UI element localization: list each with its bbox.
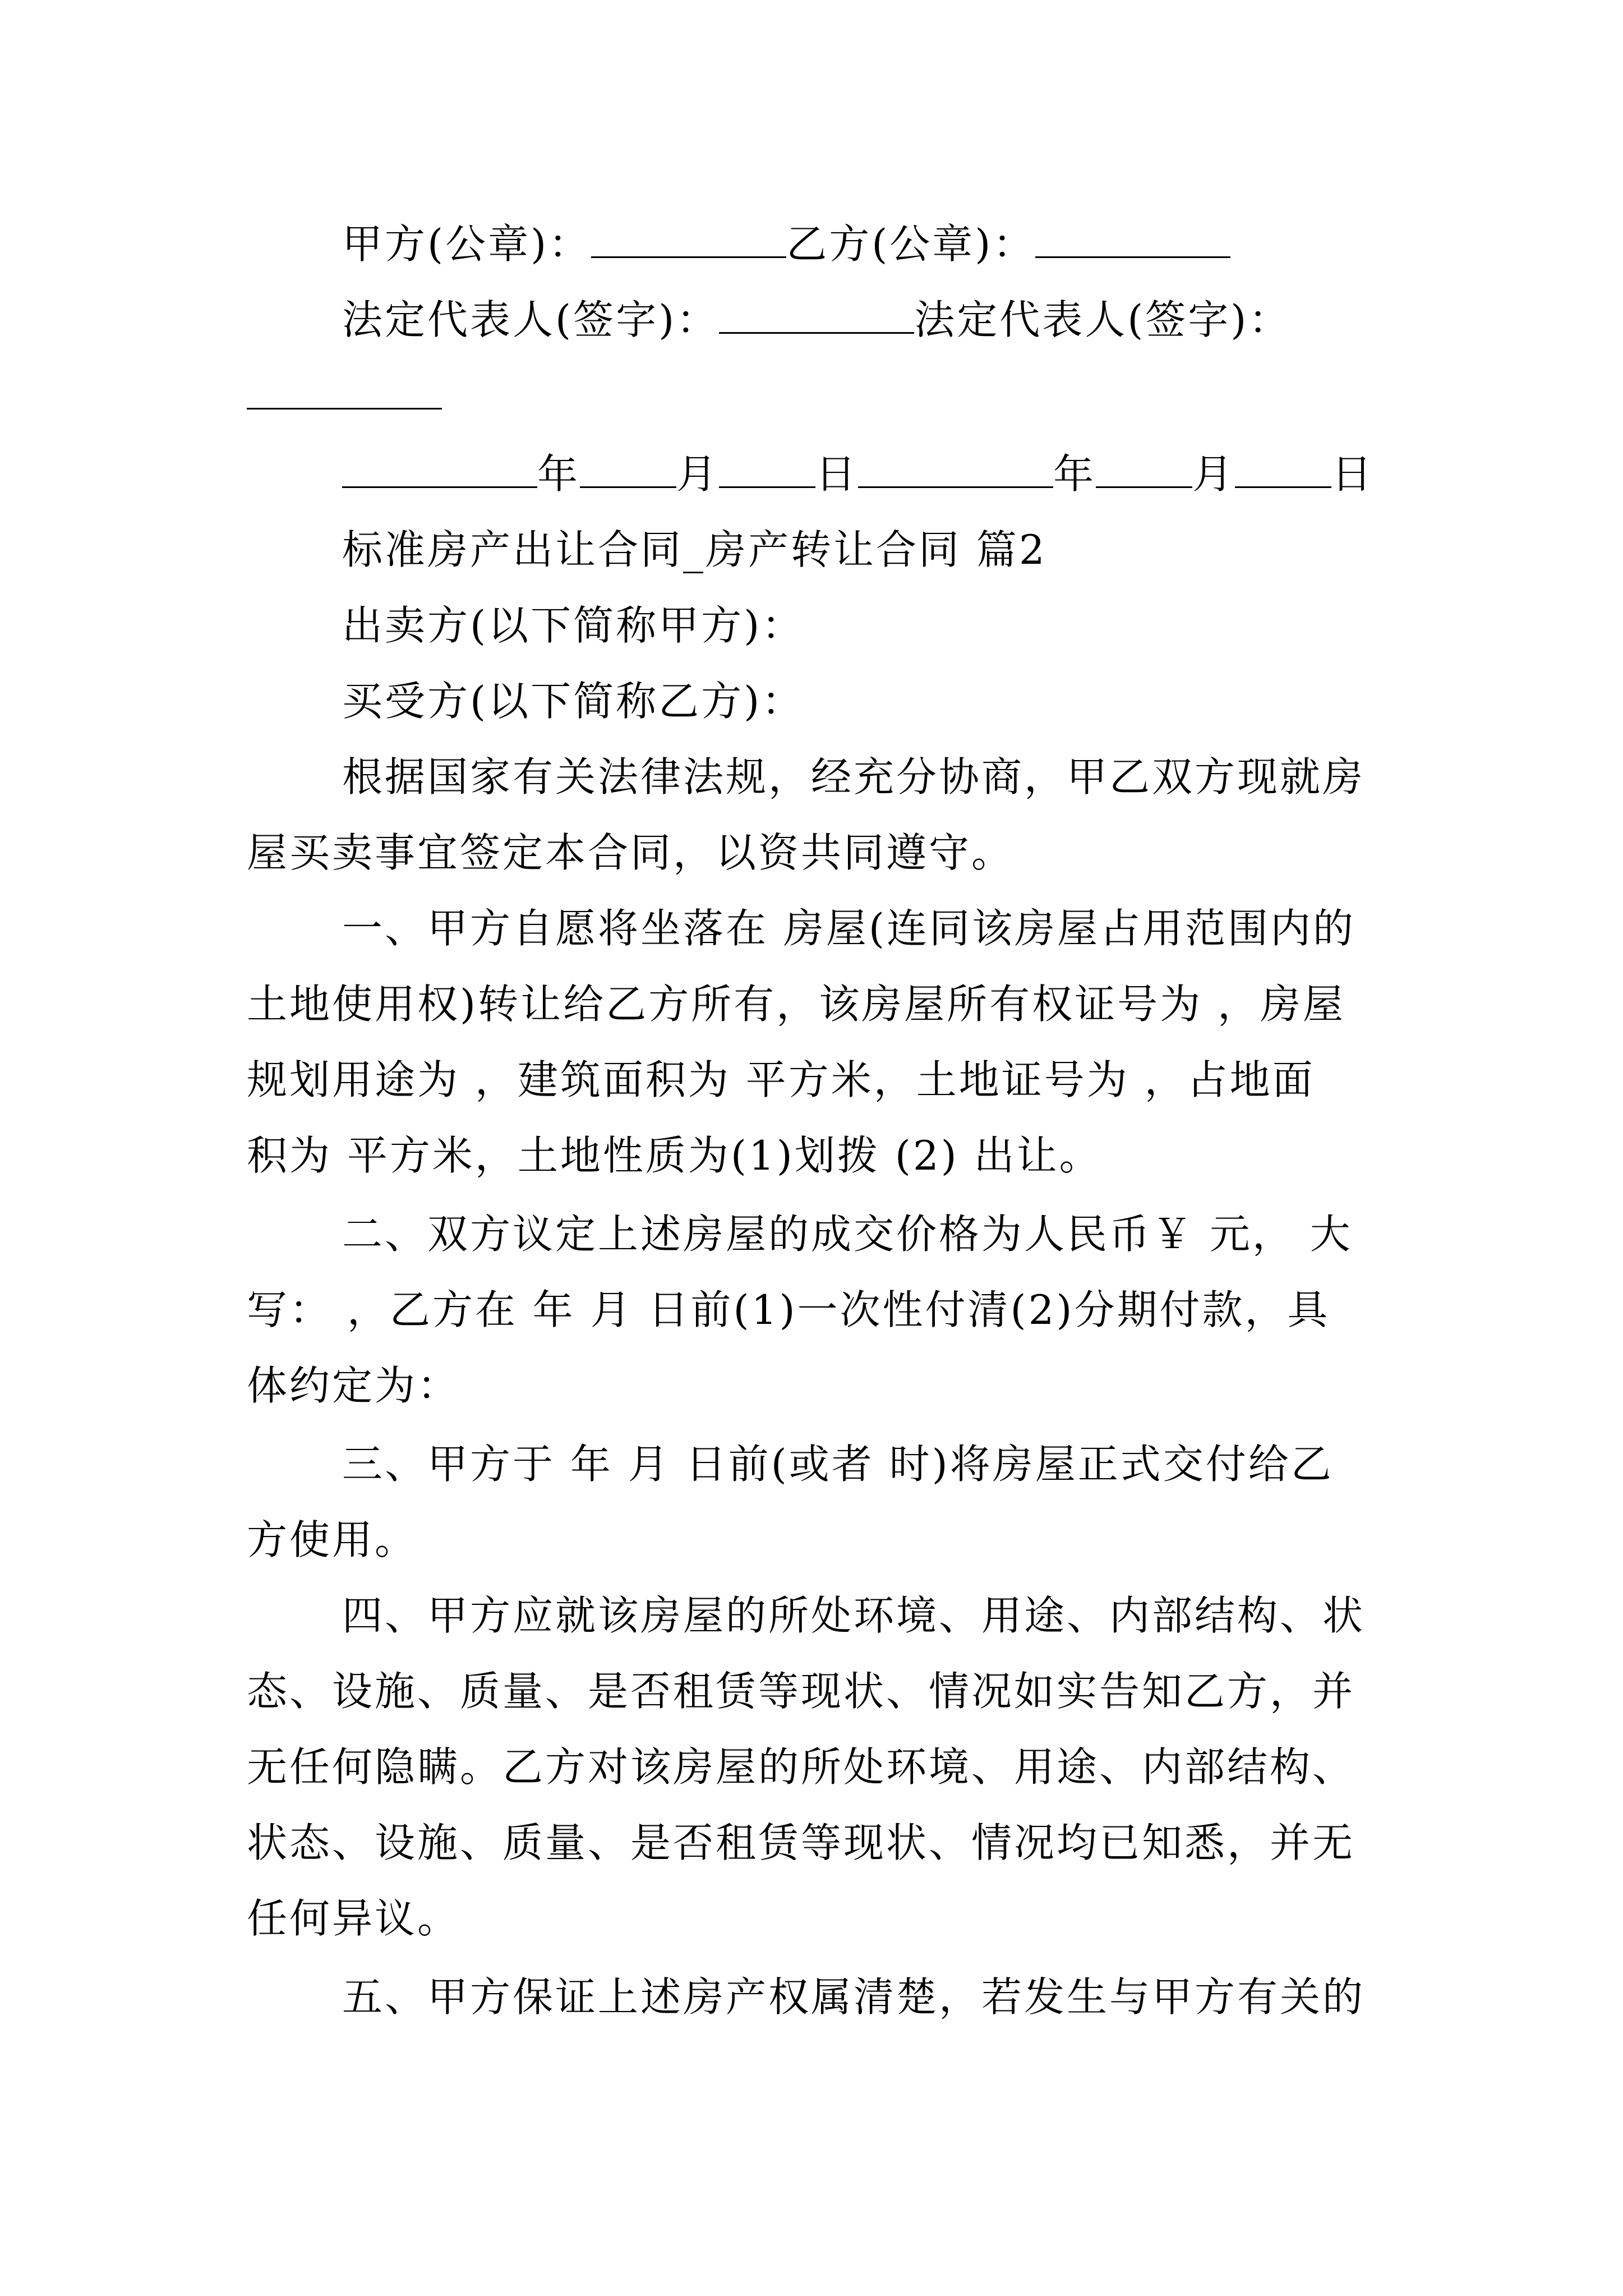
paragraph-line: 根据国家有关法律法规，经充分协商，甲乙双方现就房 — [342, 753, 1366, 800]
clause-4-line: 态、设施、质量、是否租赁等现状、情况如实告知乙方，并 — [247, 1668, 1355, 1715]
buyer-line: 买受方(以下简称乙方)： — [342, 678, 805, 725]
year-a-blank — [342, 452, 537, 488]
month-a-label: 月 — [676, 450, 720, 498]
clause-4-line: 四、甲方应就该房屋的所处环境、用途、内部结构、状 — [342, 1592, 1366, 1639]
month-a-blank — [580, 452, 676, 488]
clause-4-line: 任何异议。 — [247, 1895, 460, 1942]
party-a-seal-label: 甲方(公章)： — [342, 220, 592, 268]
year-b-blank — [858, 452, 1053, 488]
day-a-blank — [719, 452, 815, 488]
party-a-seal-blank — [591, 222, 786, 258]
date-line — [342, 446, 1374, 502]
paragraph-line: 屋买卖事宜签定本合同，以资共同遵守。 — [247, 829, 1015, 876]
clause-2-line: 写： ，乙方在 年 月 日前(1)一次性付清(2)分期付款，具 — [247, 1286, 1330, 1333]
clause-3-line: 三、甲方于 年 月 日前(或者 时)将房屋正式交付给乙 — [342, 1441, 1334, 1488]
legal-rep-line — [342, 292, 1291, 348]
day-b-label: 日 — [1331, 450, 1375, 498]
rep-b-label: 法定代表人(签字)： — [914, 296, 1292, 343]
party-b-seal-label: 乙方(公章)： — [786, 220, 1036, 268]
day-b-blank — [1235, 452, 1331, 488]
clause-2-line: 二、双方议定上述房屋的成交价格为人民币￥ 元， 大 — [342, 1211, 1353, 1258]
rep-b-blank-line — [247, 367, 442, 424]
day-a-label: 日 — [815, 450, 859, 498]
clause-1-line: 积为 平方米，土地性质为(1)划拨 (2) 出让。 — [247, 1132, 1102, 1179]
month-b-label: 月 — [1192, 450, 1235, 498]
contract-title: 标准房产出让合同_房产转让合同 篇2 — [342, 526, 1047, 573]
clause-1-line: 规划用途为 ，建筑面积为 平方米，土地证号为 ，占地面 — [247, 1056, 1315, 1103]
clause-5-line: 五、甲方保证上述房产权属清楚，若发生与甲方有关的 — [342, 1973, 1366, 2021]
rep-a-label: 法定代表人(签字)： — [342, 296, 720, 343]
year-b-label: 年 — [1053, 450, 1096, 498]
rep-b-blank — [247, 373, 442, 409]
party-b-seal-blank — [1035, 222, 1230, 258]
rep-a-blank — [719, 297, 914, 334]
clause-1-line: 一、甲方自愿将坐落在 房屋(连同该房屋占用范围内的 — [342, 905, 1355, 952]
clause-4-line: 状态、设施、质量、是否租赁等现状、情况均已知悉，并无 — [247, 1819, 1355, 1866]
clause-1-line: 土地使用权)转让给乙方所有，该房屋所有权证号为 ，房屋 — [247, 981, 1345, 1028]
month-b-blank — [1096, 452, 1192, 488]
party-a-seal-line — [342, 216, 1230, 272]
clause-2-line: 体约定为： — [247, 1362, 460, 1409]
clause-3-line: 方使用。 — [247, 1516, 418, 1563]
year-a-label: 年 — [537, 450, 580, 498]
seller-line: 出卖方(以下简称甲方)： — [342, 602, 805, 649]
clause-4-line: 无任何隐瞒。乙方对该房屋的所处环境、用途、内部结构、 — [247, 1743, 1355, 1791]
